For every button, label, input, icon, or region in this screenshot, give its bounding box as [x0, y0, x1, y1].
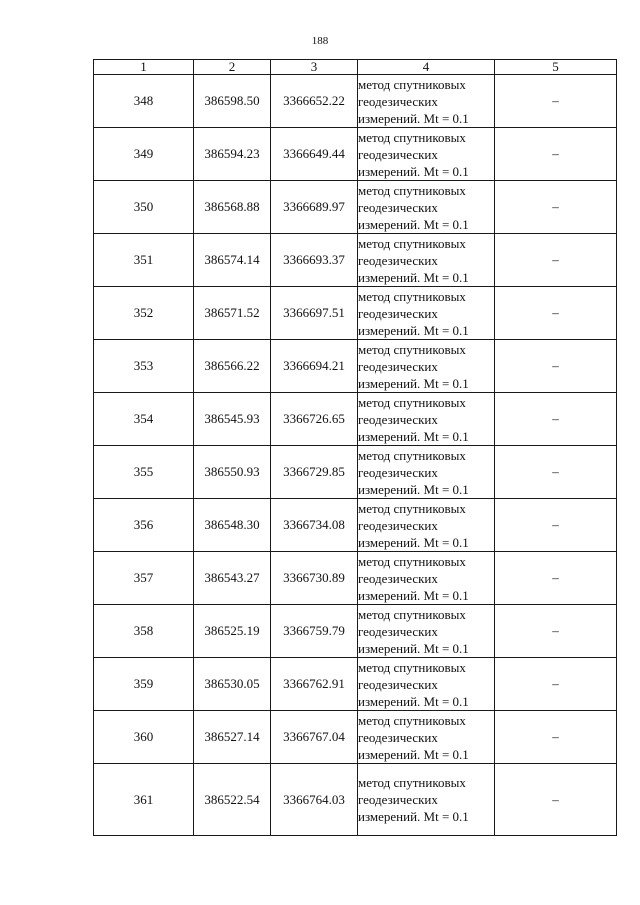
method-line: метод спутниковых: [358, 659, 466, 675]
method-line: измерений. Mt = 0.1: [358, 481, 469, 497]
table-row: [94, 287, 617, 340]
x-coordinate-cell: 386545.93: [194, 393, 271, 446]
method-line: измерений. Mt = 0.1: [358, 809, 469, 824]
x-coordinate-cell: 386522.54: [194, 764, 271, 836]
method-line: измерений. Mt = 0.1: [358, 587, 469, 603]
description-cell: –: [495, 287, 617, 340]
table-row: [94, 446, 617, 499]
point-number-cell: 351: [94, 234, 194, 287]
x-coordinate-cell: 386543.27: [194, 552, 271, 605]
method-cell: [358, 181, 495, 234]
y-coordinate-cell: 3366730.89: [271, 552, 358, 605]
method-line: измерений. Mt = 0.1: [358, 216, 469, 232]
x-coordinate-cell: 386594.23: [194, 128, 271, 181]
method-line: геодезических: [358, 464, 438, 480]
description-cell: –: [495, 128, 617, 181]
point-number-cell: 353: [94, 340, 194, 393]
table-header-row: [94, 60, 617, 75]
description-cell: –: [495, 234, 617, 287]
y-coordinate-cell: 3366726.65: [271, 393, 358, 446]
y-coordinate-cell: 3366729.85: [271, 446, 358, 499]
point-number-cell: 358: [94, 605, 194, 658]
method-line: метод спутниковых: [358, 235, 466, 251]
description-cell: –: [495, 764, 617, 836]
y-coordinate-cell: 3366697.51: [271, 287, 358, 340]
column-header-1: 1: [94, 60, 194, 75]
method-line: метод спутниковых: [358, 129, 466, 145]
table-row: [94, 605, 617, 658]
y-coordinate-cell: 3366693.37: [271, 234, 358, 287]
description-cell: –: [495, 181, 617, 234]
x-coordinate-cell: 386571.52: [194, 287, 271, 340]
method-line: геодезических: [358, 623, 438, 639]
method-line: метод спутниковых: [358, 394, 466, 410]
method-cell: [358, 552, 495, 605]
method-cell: [358, 234, 495, 287]
coordinates-table: [93, 59, 617, 836]
method-line: метод спутниковых: [358, 606, 466, 622]
description-cell: –: [495, 711, 617, 764]
table-row: [94, 234, 617, 287]
method-line: измерений. Mt = 0.1: [358, 322, 469, 338]
method-cell: [358, 446, 495, 499]
y-coordinate-cell: 3366734.08: [271, 499, 358, 552]
table-row: [94, 75, 617, 128]
description-cell: –: [495, 499, 617, 552]
y-coordinate-cell: 3366649.44: [271, 128, 358, 181]
table-row: [94, 658, 617, 711]
method-line: метод спутниковых: [358, 775, 466, 790]
x-coordinate-cell: 386548.30: [194, 499, 271, 552]
description-cell: –: [495, 393, 617, 446]
method-cell: [358, 393, 495, 446]
method-line: геодезических: [358, 93, 438, 109]
table-row: [94, 552, 617, 605]
page-number: 188: [311, 35, 329, 47]
point-number-cell: 357: [94, 552, 194, 605]
table-body: [94, 75, 617, 836]
method-line: измерений. Mt = 0.1: [358, 269, 469, 285]
point-number-cell: 359: [94, 658, 194, 711]
column-header-2: 2: [194, 60, 271, 75]
method-line: метод спутниковых: [358, 341, 466, 357]
method-line: измерений. Mt = 0.1: [358, 375, 469, 391]
method-line: геодезических: [358, 729, 438, 745]
method-line: геодезических: [358, 517, 438, 533]
method-line: геодезических: [358, 305, 438, 321]
method-line: измерений. Mt = 0.1: [358, 163, 469, 179]
x-coordinate-cell: 386598.50: [194, 75, 271, 128]
point-number-cell: 356: [94, 499, 194, 552]
description-cell: –: [495, 605, 617, 658]
description-cell: –: [495, 552, 617, 605]
method-line: измерений. Mt = 0.1: [358, 746, 469, 762]
x-coordinate-cell: 386530.05: [194, 658, 271, 711]
method-line: геодезических: [358, 570, 438, 586]
x-coordinate-cell: 386550.93: [194, 446, 271, 499]
y-coordinate-cell: 3366762.91: [271, 658, 358, 711]
x-coordinate-cell: 386527.14: [194, 711, 271, 764]
y-coordinate-cell: 3366652.22: [271, 75, 358, 128]
method-cell: [358, 75, 495, 128]
table-row: [94, 128, 617, 181]
method-line: измерений. Mt = 0.1: [358, 110, 469, 126]
method-line: геодезических: [358, 358, 438, 374]
method-line: геодезических: [358, 199, 438, 215]
x-coordinate-cell: 386566.22: [194, 340, 271, 393]
description-cell: –: [495, 75, 617, 128]
method-line: метод спутниковых: [358, 76, 466, 92]
description-cell: –: [495, 446, 617, 499]
point-number-cell: 348: [94, 75, 194, 128]
method-line: метод спутниковых: [358, 553, 466, 569]
table-row: [94, 499, 617, 552]
method-line: измерений. Mt = 0.1: [358, 428, 469, 444]
point-number-cell: 350: [94, 181, 194, 234]
method-cell: [358, 764, 495, 836]
y-coordinate-cell: 3366764.03: [271, 764, 358, 836]
method-cell: [358, 128, 495, 181]
column-header-5: 5: [495, 60, 617, 75]
point-number-cell: 354: [94, 393, 194, 446]
method-line: геодезических: [358, 146, 438, 162]
method-line: метод спутниковых: [358, 288, 466, 304]
method-cell: [358, 711, 495, 764]
column-header-4: 4: [358, 60, 495, 75]
method-cell: [358, 658, 495, 711]
point-number-cell: 352: [94, 287, 194, 340]
table-row: [94, 711, 617, 764]
table-row: [94, 393, 617, 446]
table-row: [94, 340, 617, 393]
method-line: метод спутниковых: [358, 712, 466, 728]
method-line: геодезических: [358, 676, 438, 692]
method-line: метод спутниковых: [358, 182, 466, 198]
method-line: геодезических: [358, 411, 438, 427]
method-line: метод спутниковых: [358, 500, 466, 516]
point-number-cell: 360: [94, 711, 194, 764]
y-coordinate-cell: 3366694.21: [271, 340, 358, 393]
method-cell: [358, 605, 495, 658]
method-line: геодезических: [358, 252, 438, 268]
description-cell: –: [495, 658, 617, 711]
point-number-cell: 355: [94, 446, 194, 499]
y-coordinate-cell: 3366759.79: [271, 605, 358, 658]
table-row: [94, 764, 617, 836]
x-coordinate-cell: 386574.14: [194, 234, 271, 287]
method-line: измерений. Mt = 0.1: [358, 640, 469, 656]
y-coordinate-cell: 3366767.04: [271, 711, 358, 764]
method-line: метод спутниковых: [358, 447, 466, 463]
method-cell: [358, 340, 495, 393]
table-row: [94, 181, 617, 234]
method-cell: [358, 287, 495, 340]
x-coordinate-cell: 386525.19: [194, 605, 271, 658]
method-line: измерений. Mt = 0.1: [358, 534, 469, 550]
method-cell: [358, 499, 495, 552]
column-header-3: 3: [271, 60, 358, 75]
x-coordinate-cell: 386568.88: [194, 181, 271, 234]
point-number-cell: 361: [94, 764, 194, 836]
method-line: измерений. Mt = 0.1: [358, 693, 469, 709]
description-cell: –: [495, 340, 617, 393]
method-line: геодезических: [358, 792, 438, 807]
point-number-cell: 349: [94, 128, 194, 181]
y-coordinate-cell: 3366689.97: [271, 181, 358, 234]
